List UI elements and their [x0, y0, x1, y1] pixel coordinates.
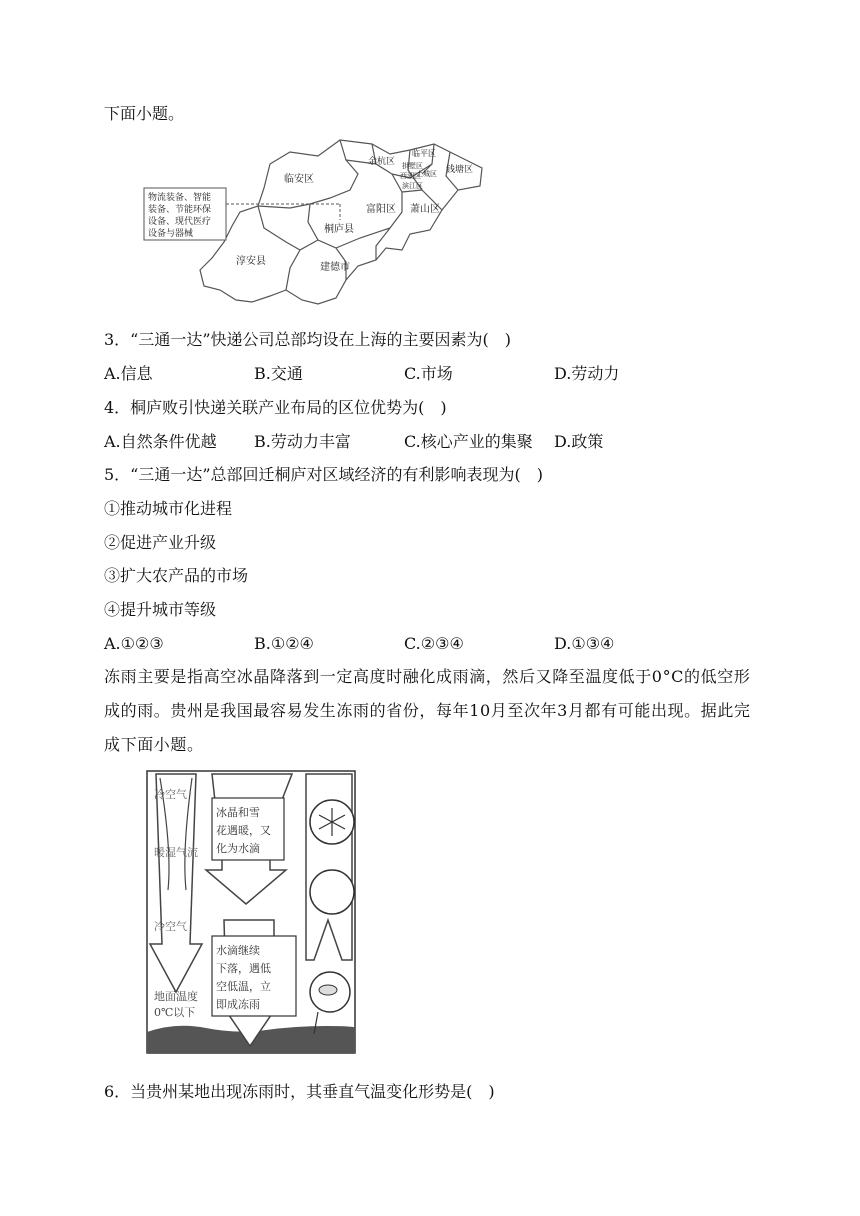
- q5-option-d: D.①③④: [554, 634, 615, 653]
- q3-option-c: C.市场: [404, 364, 453, 383]
- freezing-rain-diagram: [146, 770, 358, 1056]
- label-ground-temp: 地面温度: [154, 990, 198, 1003]
- region-chunan: 淳安县: [236, 256, 266, 267]
- region-yuhang: 余杭区: [368, 157, 396, 167]
- question-5-stem: 5．“三通一达”总部回迁桐庐对区域经济的有利影响表现为( ): [104, 465, 544, 484]
- label-warm-moist-flow: 暖湿气流: [154, 846, 198, 859]
- region-linping: 临平区: [412, 149, 436, 158]
- intro-text: 下面小题。: [104, 104, 185, 123]
- question-3-stem: 3．“三通一达”快递公司总部均设在上海的主要因素为( ): [104, 330, 512, 349]
- box2-line-4: 即成冻雨: [216, 998, 260, 1011]
- region-fuyang: 富阳区: [366, 204, 396, 215]
- legend-line-4: 设备与器械: [148, 229, 194, 239]
- legend-line-2: 装备、节能环保: [148, 205, 212, 215]
- label-cold-air-top: 冷空气: [154, 788, 187, 801]
- question-6-stem: 6．当贵州某地出现冻雨时，其垂直气温变化形势是( ): [104, 1082, 495, 1101]
- box1-line-3: 化为水滴: [216, 842, 260, 855]
- label-below-zero: 0℃以下: [154, 1006, 196, 1019]
- q4-option-d: D.政策: [554, 432, 604, 451]
- box2-line-1: 水滴继续: [216, 944, 260, 957]
- region-xiaoshan: 萧山区: [410, 204, 440, 215]
- freezing-rain-passage: 冻雨主要是指高空冰晶降落到一定高度时融化成雨滴，然后又降至温度低于0°C的低空形成的雨。贵州是我国最容易发生冻雨的省份，每年10月至次年3月都有可能出现。据此完成下面小题。: [104, 667, 751, 754]
- q5-statement-3: ③扩大农产品的市场: [104, 566, 249, 585]
- q3-option-a: A.信息: [104, 364, 153, 383]
- region-shangcheng: 上城区: [416, 170, 437, 178]
- box1-line-1: 冰晶和雪: [216, 806, 260, 819]
- region-gongshu: 拱墅区: [402, 162, 423, 170]
- region-xihu: 西湖区: [400, 172, 421, 180]
- label-cold-air-low: 冷空气: [154, 920, 187, 933]
- region-qiantang: 钱塘区: [446, 165, 474, 175]
- hangzhou-district-map: [140, 130, 490, 310]
- legend-line-3: 设备、现代医疗: [148, 217, 212, 227]
- region-linan: 临安区: [284, 174, 314, 185]
- q5-option-b: B.①②④: [254, 634, 314, 653]
- box2-line-3: 空低温，立: [216, 980, 271, 993]
- q3-option-d: D.劳动力: [554, 364, 620, 383]
- legend-line-1: 物流装备、智能: [148, 193, 212, 203]
- box2-line-2: 下落，遇低: [216, 962, 271, 975]
- q4-option-c: C.核心产业的集聚: [404, 432, 533, 451]
- question-4-stem: 4．桐庐败引快递关联产业布局的区位优势为( ): [104, 398, 447, 417]
- region-tonglu: 桐庐县: [324, 224, 354, 235]
- q5-option-c: C.②③④: [404, 634, 464, 653]
- q3-option-b: B.交通: [254, 364, 303, 383]
- region-binjiang: 滨江区: [402, 182, 423, 190]
- region-jiande: 建德市: [320, 262, 350, 273]
- q5-option-a: A.①②③: [104, 634, 164, 653]
- q4-option-a: A.自然条件优越: [104, 432, 217, 451]
- q5-statement-4: ④提升城市等级: [104, 600, 217, 619]
- q5-statement-1: ①推动城市化进程: [104, 499, 233, 518]
- q4-option-b: B.劳动力丰富: [254, 432, 351, 451]
- box1-line-2: 花遇暖，又: [216, 824, 271, 837]
- q5-statement-2: ②促进产业升级: [104, 533, 217, 552]
